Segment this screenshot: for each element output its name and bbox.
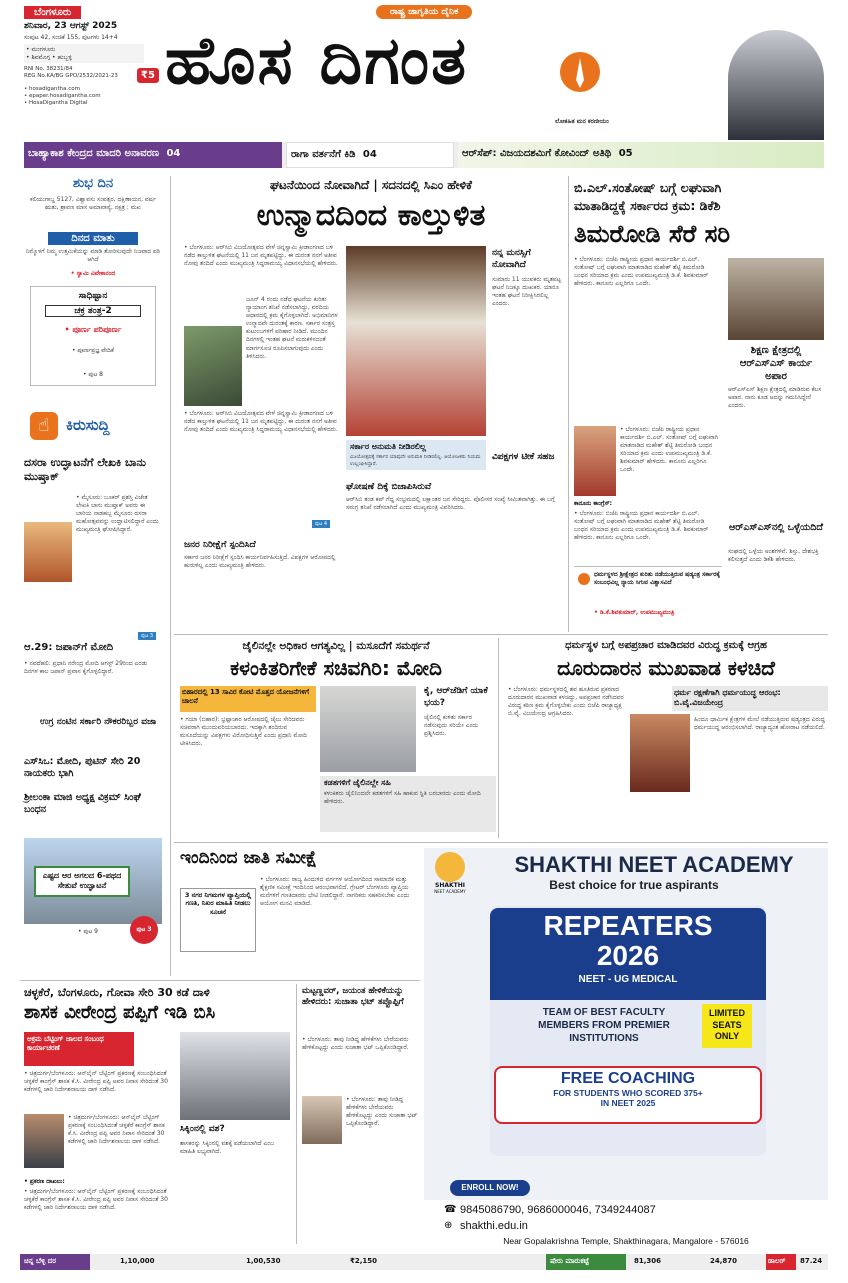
ticker-text-3: ಆರ್‌ಸೆಪ್: ವಿಜಯದಶಮಿಗೆ ಕೋವಿಂದ್ ಅತಿಥಿ [462,148,612,159]
ghoshane-headline: ಘೋಷಣೆ ದಿಕ್ಕೆ ಬಿಜಾಪಿಸಿರುವೆ [346,482,432,492]
modi-cap-headline: ಕಡತಗಳಿಗೆ ಜೈಲಿನಲ್ಲೇ ಸಹಿ [324,778,391,787]
left-column [20,176,166,976]
flame-icon [560,50,600,95]
sikkim-body: ಶಾಸಕರನ್ನು ಸಿಕ್ಕಿಂನಲ್ಲಿ ವಶಕ್ಕೆ ಪಡೆಯಲಾಗಿದೆ ಎಂಬ ಮಾಹಿತಿ ಲಭ್ಯವಾಗಿದೆ. [180,1140,275,1156]
main-headline: ಉನ್ಮಾದದಿಂದ ಕಾಲ್ತುಳಿತ [256,198,486,233]
footer-value-3: ₹2,150 [350,1257,378,1265]
bridge-ref: • ಪುಟ 9 [78,928,98,935]
right-headline-1: ಬಿ.ಎಲ್.ಸಂತೋಷ್ ಬಗ್ಗೆ ಲಘುವಾಗಿ [574,180,722,195]
newspaper-title: ಹೊಸ ದಿಗಂತ [165,22,469,99]
footer-bar [20,1254,828,1270]
divider-row-2 [174,634,828,635]
ed-headline-2: ಶಾಸಕ ವೀರೇಂದ್ರ ಪಪ್ಪಿಗೆ ಇಡಿ ಬಿಸಿ [24,1002,216,1023]
ugra-headline: ಉಗ್ರ ನಂಟಿನ ಸರ್ಕಾರಿ ನೌಕರರಿಬ್ಬರ ವಜಾ [40,717,157,727]
promo-author: • ಡಿ.ಕೆ.ಶಿವಕುಮಾರ್, ಉಪಮುಖ್ಯಮಂತ್ರಿ [594,609,675,616]
footer-value-2: 1,00,530 [246,1257,281,1265]
price-badge: ₹5 [137,68,159,83]
footer-value-1: 1,10,000 [120,1257,155,1265]
divider-row-4 [20,980,420,981]
ad-repeaters [490,908,766,1000]
lanka-headline: ಶ್ರೀಲಂಕಾ ಮಾಜಿ ಅಧ್ಯಕ್ಷ ವಿಕ್ರಮ್ ಸಿಂಘೆ ಬಂಧನ [24,792,141,816]
modi-box: ಬಿಹಾರದಲ್ಲಿ 13 ಸಾವಿರ ಕೋಟಿ ಮೊತ್ತದ ಯೋಜನೆಗಳಿಗೆ ಚಾಲನೆ [180,686,316,712]
ghoshane-box [346,476,562,626]
web-line-3: • HosaDigantha Digital [24,99,88,106]
pappi-photo [24,1114,64,1168]
modi-body: • ಗಯಾ (ಬಿಹಾರ): ಭ್ರಷ್ಟಾಚಾರ ಆರೋಪದಲ್ಲಿ ಜೈಲು ಸೇರಿದವರು ಸಚಿವರಾಗಿ ಮುಂದುವರಿಯಬಾರದು. ಇದಕ್ಕಾಗಿ ತಂದಿರುವ ಮಸೂದೆಯನ್ನು ವಿಪಕ್ಷಗಳು ವಿರೋಧಿಸುತ್ತಿವೆ ಎಂದು ಪ್ರಧಾನಿ ಮೋದಿ ಟೀಕಿಸಿದರು. [180,716,307,748]
kanu-label: ಕಾನೂನು ಕಾಂಗ್ರೆಸ್: [574,500,613,507]
main-story [176,176,566,632]
right-body-3: • ಬೆಂಗಳೂರು: ಬಿಜೆಪಿ ರಾಷ್ಟ್ರೀಯ ಪ್ರಧಾನ ಕಾರ್ಯದರ್ಶಿ ಬಿ.ಎಲ್. ಸಂತೋಷ್ ಬಗ್ಗೆ ಲಘುವಾಗಿ ಮಾತನಾಡಿದ ಮಹೇಶ್ ಶೆಟ್ಟಿ ತಿಮರೋಡಿ ಬಂಧನ ಸರಿಯಾದ ಕ್ರಮ ಎಂದು ಉಪಮುಖ್ಯಮಂತ್ರಿ ಡಿ.ಕೆ. ಶಿವಕುಮಾರ್ ಹೇಳಿದರು. ಕಾನೂನು ಎಲ್ಲರಿಗೂ ಒಂದೇ. [574,510,709,542]
ed-sub-label: • ಪ್ರಕರಣ ದಾಖಲು: [24,1178,65,1185]
ticker-text-2: ರಾಗಾ ವರ್ತನೆಗೆ ಕಿಡಿ [291,149,356,160]
shiksha-headline: ಶಿಕ್ಷಣ ಕ್ಷೇತ್ರದಲ್ಲಿ ಆರ್‌ಎಸ್‌ಎಸ್ ಕಾರ್ಯ ಅಪಾರ [739,345,813,382]
ed-body: • ಚಿತ್ರದುರ್ಗ/ಬೆಂಗಳೂರು: ಆನ್‌ಲೈನ್ ಬೆಟ್ಟಿಂಗ್ ಪ್ರಕರಣಕ್ಕೆ ಸಂಬಂಧಿಸಿದಂತೆ ಚಳ್ಳಕೆರೆ ಕಾಂಗ್ರೆಸ್ ಶಾಸಕ ಕೆ.ಸಿ. ವೀರೇಂದ್ರ ಪಪ್ಪಿ ಅವರ ನಿವಾಸ ಸೇರಿದಂತೆ 30 ಕಡೆಗಳಲ್ಲಿ ಜಾರಿ ನಿರ್ದೇಶನಾಲಯ ದಾಳಿ ನಡೆಸಿದೆ. [24,1070,168,1094]
ed-body-3: • ಚಿತ್ರದುರ್ಗ/ಬೆಂಗಳೂರು: ಆನ್‌ಲೈನ್ ಬೆಟ್ಟಿಂಗ್ ಪ್ರಕರಣಕ್ಕೆ ಸಂಬಂಧಿಸಿದಂತೆ ಚಳ್ಳಕೆರೆ ಕಾಂಗ್ರೆಸ್ ಶಾಸಕ ಕೆ.ಸಿ. ವೀರೇಂದ್ರ ಪಪ್ಪಿ ಅವರ ನಿವಾಸ ಸೇರಿದಂತೆ 30 ಕಡೆಗಳಲ್ಲಿ ಜಾರಿ ನಿರ್ದೇಶನಾಲಯ ದಾಳಿ ನಡೆಸಿದೆ. [24,1188,168,1212]
quote-text: ನಿಮ್ಮೊಳಗೆ ನಿಮ್ಮ ಉತ್ತಮಿಕೆಯನ್ನು ಮಾಡಿ ತೋರಿಸುವುದೇ ನಿಜವಾದ ಪಠಿ ಆಗಿದೆ [25,248,161,264]
phone-icon: ☎ [444,1204,457,1215]
right-story [574,176,828,632]
ad-neet: NEET - UG MEDICAL [578,974,678,985]
poorna-label: • ಪೂರ್ಣ ಪರಿಪೂರ್ಣ [64,325,122,334]
finger-icon: ☝ [30,412,58,440]
ad-phone[interactable]: 9845086790, 9686000046, 7349244087 [460,1204,656,1216]
dasara-body: • ಮೈಸೂರು: ಬೂಕರ್ ಪ್ರಶಸ್ತಿ ವಿಜೇತ ಲೇಖಕಿ ಬಾನು ಮುಷ್ತಾಕ್ ಅವರು ಈ ಬಾರಿಯ ನಾಡಹಬ್ಬ ಮೈಸೂರು ದಸರಾ ಮಹೋತ್ಸವವನ್ನು ಉದ್ಘಾಟಿಸಲಿದ್ದಾರೆ ಎಂದು ಮುಖ್ಯಮಂತ್ರಿ ಘೋಷಿಸಿದ್ದಾರೆ. [76,494,159,534]
dharma-headline: ದೂರುದಾರನ ಮುಖವಾಡ ಕಳಚಿದೆ [557,656,775,680]
ad-logo [428,852,472,902]
footer-value-6: 87.24 [800,1257,823,1265]
sub-headline: ಜನರ ನಿರೀಕ್ಷೆಗೆ ಸ್ಪಂದಿಸಿದೆ [184,540,256,550]
main-more[interactable]: ಪುಟ 4 [312,520,330,528]
right-headline-2: ಮಾತಾಡಿದ್ದಕ್ಕೆ ಸರ್ಕಾರದ ಕ್ರಮ: ಡಿಕೆಶಿ [574,198,721,213]
main-body-3: • ಬೆಂಗಳೂರು: ಆರ್‌ಸಿಬಿ ವಿಜಯೋತ್ಸವದ ವೇಳೆ ಚಿನ್ನಸ್ವಾಮಿ ಕ್ರೀಡಾಂಗಣದ ಬಳಿ ನಡೆದ ಕಾಲ್ತುಳಿತ ಘಟನೆಯಲ್ಲಿ 11 ಜನ ಮೃತಪಟ್ಟಿದ್ದು, ಈ ದುರಂತ ನನಗೆ ಅತೀವ ನೋವು ತಂದಿದೆ ಎಂದು ಮುಖ್ಯಮಂತ್ರಿ ಸಿದ್ದರಾಮಯ್ಯ ವಿಧಾನಸಭೆಯಲ್ಲಿ ಹೇಳಿದರು. [184,410,338,434]
divider-left [170,176,171,976]
chakra-page-ref: • ಪುಟ 8 [83,371,103,378]
globe-icon: ⊕ [444,1220,453,1231]
modi-kicker: ಜೈಲಿನಲ್ಲೇ ಅಧಿಕಾರ ಆಗತ್ಯವಿಲ್ಲ | ಮಸೂದೆಗೆ ಸಮರ್ಥನೆ [242,640,430,652]
ticker-item-1[interactable] [24,142,282,168]
main-kicker: ಘಟನೆಯಿಂದ ನೋವಾಗಿದೆ | ಸದನದಲ್ಲಿ ಸಿಎಂ ಹೇಳಿಕೆ [270,178,472,192]
dinada-maatu-title: ದಿನದ ಮಾತು [48,232,138,245]
main-body-1: • ಬೆಂಗಳೂರು: ಆರ್‌ಸಿಬಿ ವಿಜಯೋತ್ಸವದ ವೇಳೆ ಚಿನ್ನಸ್ವಾಮಿ ಕ್ರೀಡಾಂಗಣದ ಬಳಿ ನಡೆದ ಕಾಲ್ತುಳಿತ ಘಟನೆಯಲ್ಲಿ 11 ಜನ ಮೃತಪಟ್ಟಿದ್ದು, ಈ ದುರಂತ ನನಗೆ ಅತೀವ ನೋವು ತಂದಿದೆ ಎಂದು ಮುಖ್ಯಮಂತ್ರಿ ಸಿದ್ದರಾಮಯ್ಯ ವಿಧಾನಸಭೆಯಲ್ಲಿ ಹೇಳಿದರು. [184,244,338,268]
side1-body: ಸುಮಾರು 11 ಯುವಕರು ಮೃತಪಟ್ಟ ಘಟನೆ ನಿಜಕ್ಕೂ ದುಃಖಕರ. ಯಾರೂ ಇಂತಹ ಘಟನೆ ನಿರೀಕ್ಷಿಸಿರಲಿಲ್ಲ ಎಂದರು. [492,276,562,308]
city-label: ಬೆಂಗಳೂರು [24,6,81,19]
guest-portrait [728,30,824,140]
footer-label-2: ಷೇರು ಮಾರುಕಟ್ಟೆ [546,1254,626,1270]
ad-web[interactable]: shakthi.edu.in [460,1220,528,1232]
dharma-kicker: ಧರ್ಮಸ್ಥಳ ಬಗ್ಗೆ ಅಪಪ್ರಚಾರ ಮಾಡಿದವರ ವಿರುದ್ಧ ಕ್ರಮಕ್ಕೆ ಆಗ್ರಹ [565,640,767,651]
ed-headline-1: ಚಳ್ಳಕೆರೆ, ಬೆಂಗಳೂರು, ಗೋವಾ ಸೇರಿ 30 ಕಡೆ ದಾಳಿ [24,986,210,999]
cm-speech-photo [346,246,486,436]
footer-label-3: ಡಾಲರ್ [766,1254,796,1270]
shubha-dina-title: ಶುಭ ದಿನ [72,176,114,191]
sikkim-headline: ಸಿಕ್ಕಿಂನಲ್ಲಿ ವಶ? [180,1124,225,1134]
web-line-2: • epaper.hosadigantha.com [24,92,101,99]
ad-address: Near Gopalakrishna Temple, Shakthinagara, Mangalore - 576016 [503,1236,749,1246]
side1-headline: ನನ್ನ ಮನಸ್ಸಿಗೆ ನೋವಾಗಿದೆ [492,248,531,270]
ticker-bar [24,142,824,168]
tagline-top: ರಾಷ್ಟ್ರ ಜಾಗೃತಿಯ ದೈನಿಕ [376,5,472,19]
ticker-item-2[interactable] [286,142,454,168]
shakthi-ad[interactable] [424,848,828,1248]
ad-limited: LIMITED SEATS ONLY [702,1004,752,1048]
jati-body: • ಬೆಂಗಳೂರು: ರಾಜ್ಯ ಹಿಂದುಳಿದ ವರ್ಗಗಳ ಆಯೋಗದಿಂದ ಸಾಮಾಜಿಕ ಮತ್ತು ಶೈಕ್ಷಣಿಕ ಸಮೀಕ್ಷೆ ಇಂದಿನಿಂದ ಆರಂಭವಾಗಲಿದೆ. ಗ್ರೇಟರ್ ಬೆಂಗಳೂರು ವ್ಯಾಪ್ತಿಯ ಮನೆಗಳಿಗೆ ಗಣತಿದಾರರು ಭೇಟಿ ನೀಡಲಿದ್ದಾರೆ. ನಾಗರಿಕರು ಸಹಕರಿಸಬೇಕು ಎಂದು ಆಯೋಗ ಮನವಿ ಮಾಡಿದೆ. [260,876,410,908]
timarodi-photo [574,426,616,496]
heart-icon [578,573,590,585]
japan-headline: ಆ.29: ಜಪಾನ್‌ಗೆ ಮೋದಿ [24,642,114,653]
edition-list [24,44,144,63]
sub-body: ಸರ್ಕಾರ ಜನರ ನಿರೀಕ್ಷೆಗೆ ಸ್ಪಂದಿಸಿ ಕಾರ್ಯನಿರ್ವಹಿಸುತ್ತಿದೆ. ವಿಪಕ್ಷಗಳ ಆರೋಪದಲ್ಲಿ ಹುರುಳಿಲ್ಲ ಎಂದು ಮುಖ್ಯಮಂತ್ರಿ ಹೇಳಿದರು. [184,554,336,570]
modi-cap-box [320,776,496,832]
reg-line-1: RNI No. 38231/84 [24,66,73,72]
web-line-1: • hosadigantha.com [24,86,80,92]
sujatha-photo [302,1096,342,1144]
divider-mid [568,176,569,632]
footer-value-5: 24,870 [710,1257,738,1265]
ad-brand: SHAKTHI NEET ACADEMY [514,852,794,877]
raid-photo [180,1032,290,1120]
ad-sub: Best choice for true aspirants [549,878,719,892]
cap1-headline: ಸರ್ಕಾರ ಅನುಮತಿ ನೀಡಿರಲಿಲ್ಲ [350,442,426,451]
ad-repeaters-text: REPEATERS [543,910,713,941]
divider-mid-2 [498,638,499,838]
modi-photo [320,686,416,772]
promo-text: ಧರ್ಮಸ್ಥಳದ ಶ್ರೀಕ್ಷೇತ್ರದ ಕುರಿತು ನಡೆಯುತ್ತಿರುವ ಷಡ್ಯಂತ್ರ ಸರ್ಕಾರಕ್ಕೆ ಸಂಬಂಧವಿಲ್ಲ ನ್ಯಾಯ ಸಿಗುವ ವಿಶ್ವಾಸವಿದೆ [594,571,720,587]
cap1-box [346,440,486,470]
jati-story [176,846,416,976]
ed-story [20,984,420,1252]
ticker-item-3[interactable] [458,142,824,168]
date-label: ಶನಿವಾರ, 23 ಆಗಸ್ಟ್ 2025 [24,21,118,31]
poorna-sub: • ಪೂರ್ಣಪ್ರಜ್ಞ ವೇದಿಕೆ [72,347,114,354]
dasara-more[interactable]: ಪುಟ 3 [138,632,156,640]
dharma-body: • ಬೆಂಗಳೂರು: ಧರ್ಮಸ್ಥಳದಲ್ಲಿ ಶವ ಹೂತಿರುವ ಪ್ರಕರಣದ ದೂರುದಾರನ ಮುಖವಾಡ ಕಳಚಿದ್ದು, ಅಪಪ್ರಚಾರ ನಡೆಸಿದವರ ವಿರುದ್ಧ ಕಠಿಣ ಕ್ರಮ ಕೈಗೊಳ್ಳಬೇಕು ಎಂದು ಬಿಜೆಪಿ ರಾಜ್ಯಾಧ್ಯಕ್ಷ ಬಿ.ವೈ. ವಿಜಯೇಂದ್ರ ಆಗ್ರಹಿಸಿದರು. [508,686,624,718]
masthead [0,0,848,140]
bridge-caption: ಎಷ್ಟದ ಆರ ಅಗಲದ 6-ಪಥದ ಸೇತುವೆ ಉದ್ಘಾಟನೆ [34,866,130,897]
panchanga-text: ಕಲಿಯುಗಾಬ್ದ 5127, ವಿಶ್ವಾವಸು ಸಂವತ್ಸರ, ದಕ್ಷಿಣಾಯನ, ವರ್ಷ ಋತು, ಶ್ರಾವಣ ಮಾಸ ಅಮಾವಾಸ್ಯೆ, ನಕ್ಷತ್ರ : ಮಖ [30,196,156,212]
slogan: ಲೋಕಹಿತ ಮನ ಕರಣೀಯಂ [555,118,609,125]
chakra-label: ಚಕ್ರ ತಂತ್ರ-2 [45,305,141,317]
flame-logo [560,50,600,95]
ad-free: FREE COACHING [560,1070,696,1087]
dharma-story [504,638,828,838]
rss-body: ಸಂಘದಲ್ಲಿ ಒಳ್ಳೆಯ ಅಂಶಗಳಿವೆ. ಶಿಸ್ತು, ದೇಶಭಕ್ತಿ ಕಲಿಸುತ್ತದೆ ಎಂದು ಡಿಕೆಶಿ ಹೇಳಿದರು. [728,548,819,564]
ad-logo-text: SHAKTHI [435,882,465,889]
ad-faculty: TEAM OF BEST FACULTY MEMBERS FROM PREMIER INSTITUTIONS [538,1007,670,1044]
sco-headline: ಎಸ್‌ಸಿಒ: ಮೋದಿ, ಪುಟಿನ್ ಸೇರಿ 20 ನಾಯಕರು ಭಾಗಿ [24,756,141,780]
ad-enroll-button[interactable]: ENROLL NOW! [450,1180,530,1196]
ad-free-sub: FOR STUDENTS WHO SCORED 375+ IN NEET 2025 [553,1088,703,1108]
modi-side-body: ಜೈಲಿನಲ್ಲಿ ಕುಳಿತು ಸರ್ಕಾರ ನಡೆಸುವುದು ಸರಿಯೇ ಎಂದು ಪ್ರಶ್ನಿಸಿದರು. [424,714,479,738]
divider-row-3 [174,842,828,843]
dasara-photo [24,522,72,582]
side-body-2: • ಬೆಂಗಳೂರು: ತಾವು ನೀಡಿದ್ದ ಹೇಳಿಕೆಗಳು ಬೇರೆಯವರು ಹೇಳಿಕೊಟ್ಟದ್ದು ಎಂದು ಸುಜಾತಾ ಭಟ್ ಒಪ್ಪಿಕೊಂಡಿದ್ದಾರೆ. [346,1096,418,1128]
modi-headline: ಕಳಂಕಿತರಿಗೇಕೆ ಸಚಿವಗಿರಿ: ಮೋದಿ [230,656,442,680]
ticker-page-3: 05 [618,148,633,159]
dharma-sub-headline: ಧರ್ಮ ರಕ್ಷಣೆಗಾಗಿ ಧರ್ಮಯುದ್ಧ ಆರಂಭ: ಬಿ.ವೈ.ವಿಜಯೇಂದ್ರ [672,686,828,711]
promo-box [574,566,722,622]
sadhikana-label: ಸಾಧಿಷ್ಟಾನ [78,291,108,301]
ticker-text-1: ಬಾಹ್ಯಾಕಾಶ ಕೇಂದ್ರದ ಮಾದರಿ ಅನಾವರಣ [28,148,159,159]
page-badge[interactable]: ಪುಟ 3 [130,916,158,944]
right-headline-3: ತಿಮರೋಡಿ ಸೆರೆ ಸರಿ [574,220,731,248]
kiru-suddi-label: ಕಿರುಸುದ್ದಿ [66,416,110,434]
ticker-page-1: 04 [166,148,181,159]
quote-author: • ಸ್ವಾಮಿ ವಿವೇಕಾನಂದ [70,270,116,277]
volume-info: ಸಂಪುಟ 42, ಸಂಚಿಕೆ 155, ಪುಟಗಳು 14+4 [24,34,118,41]
ad-year: 2026 [596,940,660,971]
dasara-headline: ದಸರಾ ಉದ್ಘಾಟನೆಗೆ ಲೇಖಕಿ ಬಾನು ಮುಷ್ತಾಕ್ [24,456,146,484]
divider-ed [296,984,297,1244]
ad-free-box [494,1066,762,1124]
jati-box: 3 ನಗರ ನಿಗಮಗಳ ವ್ಯಾಪ್ತಿಯಲ್ಲಿ ಗಣತಿ, ನಿಖರ ಮಾಹಿತಿ ನೀಡಲು ಸೂಚನೆ [180,888,256,952]
modi-story [176,638,496,838]
shiksha-body: ಆರ್‌ಎಸ್‌ಎಸ್ ಶಿಕ್ಷಣ ಕ್ಷೇತ್ರದಲ್ಲಿ ಮಾಡಿರುವ ಕೆಲಸ ಅಪಾರ. ನಾನು ಕೂಡ ಅದನ್ನು ಗಮನಿಸಿದ್ದೇನೆ ಎಂದರು. [728,386,822,410]
kiru-suddi-header [20,410,166,442]
japan-body: • ನವದೆಹಲಿ: ಪ್ರಧಾನಿ ನರೇಂದ್ರ ಮೋದಿ ಆಗಸ್ಟ್ 29ರಿಂದ ಎರಡು ದಿನಗಳ ಕಾಲ ಜಪಾನ್ ಪ್ರವಾಸ ಕೈಗೊಳ್ಳಲಿದ್ದಾರೆ. [24,660,148,676]
side-body: • ಬೆಂಗಳೂರು: ತಾವು ನೀಡಿದ್ದ ಹೇಳಿಕೆಗಳು ಬೇರೆಯವರು ಹೇಳಿಕೊಟ್ಟದ್ದು ಎಂದು ಸುಜಾತಾ ಭಟ್ ಒಪ್ಪಿಕೊಂಡಿದ್ದಾರೆ. [302,1036,409,1052]
modi-cap-body: ಕಳಂಕಿತರು ಜೈಲಿನಿಂದಲೇ ಕಡತಗಳಿಗೆ ಸಹಿ ಹಾಕುವ ಸ್ಥಿತಿ ಬರಬಾರದು ಎಂದು ಮೋದಿ ಹೇಳಿದರು. [324,790,481,806]
right-body: • ಬೆಂಗಳೂರು: ಬಿಜೆಪಿ ರಾಷ್ಟ್ರೀಯ ಪ್ರಧಾನ ಕಾರ್ಯದರ್ಶಿ ಬಿ.ಎಲ್. ಸಂತೋಷ್ ಬಗ್ಗೆ ಲಘುವಾಗಿ ಮಾತನಾಡಿದ ಮಹೇಶ್ ಶೆಟ್ಟಿ ತಿಮರೋಡಿ ಬಂಧನ ಸರಿಯಾದ ಕ್ರಮ ಎಂದು ಉಪಮುಖ್ಯಮಂತ್ರಿ ಡಿ.ಕೆ. ಶಿವಕುಮಾರ್ ಹೇಳಿದರು. ಕಾನೂನು ಎಲ್ಲರಿಗೂ ಒಂದೇ. [574,256,709,288]
vijayendra-photo [630,714,690,792]
reg-line-2: REG No.KA/BG GPO/2532/2021-23 [24,72,118,79]
web-info [24,86,101,107]
modi-side-headline: ಕೈ, ಆರ್‌ಜೆಡಿಗೆ ಯಾಕೆ ಭಯ? [424,686,488,708]
right-body-2: • ಬೆಂಗಳೂರು: ಬಿಜೆಪಿ ರಾಷ್ಟ್ರೀಯ ಪ್ರಧಾನ ಕಾರ್ಯದರ್ಶಿ ಬಿ.ಎಲ್. ಸಂತೋಷ್ ಬಗ್ಗೆ ಲಘುವಾಗಿ ಮಾತನಾಡಿದ ಮಹೇಶ್ ಶೆಟ್ಟಿ ತಿಮರೋಡಿ ಬಂಧನ ಸರಿಯಾದ ಕ್ರಮ ಎಂದು ಉಪಮುಖ್ಯಮಂತ್ರಿ ಡಿ.ಕೆ. ಶಿವಕುಮಾರ್ ಹೇಳಿದರು. ಕಾನೂನು ಎಲ್ಲರಿಗೂ ಒಂದೇ. [620,426,719,474]
dharma-sub-body: ಹಿಂದೂ ಧಾರ್ಮಿಕ ಕ್ಷೇತ್ರಗಳ ಮೇಲೆ ನಡೆಯುತ್ತಿರುವ ಷಡ್ಯಂತ್ರದ ವಿರುದ್ಧ ಧರ್ಮಯುದ್ಧ ಆರಂಭಿಸಲಾಗಿದೆ. ರಾಜ್ಯಾದ್ಯಂತ ಹೋರಾಟ ನಡೆಯಲಿದೆ. [694,716,825,732]
side-headline: ಮಟ್ಟಣ್ಣವರ್, ಜಯಂತ ಹೇಳಿಕೆಯನ್ನು ಹೇಳಿದರು: ಸುಜಾತಾ ಭಟ್ ತಪ್ಪೊಪ್ಪಿಗೆ [302,986,404,1008]
reg-info [24,66,118,80]
edition-1: • ಮಂಗಳೂರು [26,46,56,53]
ad-logo-icon [435,852,465,882]
ad-logo-sub: NEET ACADEMY [434,889,466,894]
dks-photo [728,258,824,340]
chakra-box [30,286,156,386]
vipaksha-headline: ವಿಪಕ್ಷಗಳ ಟೀಕೆ ಸಹಜ [492,452,555,462]
cap1-body: ವಿಜಯೋತ್ಸವಕ್ಕೆ ಸರ್ಕಾರ ಯಾವುದೇ ಅನುಮತಿ ನೀಡಿರಲಿಲ್ಲ. ಆಯೋಜಕರು ನಿಯಮ ಉಲ್ಲಂಘಿಸಿದ್ದಾರೆ. [350,454,481,467]
footer-label-1: ಚಿನ್ನ ಬೆಳ್ಳಿ ದರ [20,1254,90,1270]
ad-contact [424,1200,828,1248]
rss-headline: ಆರ್‌ಎಸ್‌ಎಸ್‌ನಲ್ಲಿ ಒಳ್ಳೆಯದಿದೆ [729,522,823,533]
jati-headline: ಇಂದಿನಿಂದ ಜಾತಿ ಸಮೀಕ್ಷೆ [180,848,317,868]
main-body-2: ಜೂನ್ 4 ರಂದು ನಡೆದ ಘಟನೆಯ ಕುರಿತು ನ್ಯಾಯಾಂಗ ತನಿಖೆ ನಡೆಸಲಾಗಿದ್ದು, ವರದಿಯ ಆಧಾರದಲ್ಲಿ ಕ್ರಮ ಕೈಗೊಳ್ಳಲಾಗಿದೆ. ಅಭಿಮಾನಿಗಳ ಉನ್ಮಾದವೇ ದುರಂತಕ್ಕೆ ಕಾರಣ. ಸರ್ಕಾರ ಸಂತ್ರಸ್ತ ಕುಟುಂಬಗಳಿಗೆ ಪರಿಹಾರ ನೀಡಿದೆ. ಮುಂದಿನ ದಿನಗಳಲ್ಲಿ ಇಂತಹ ಘಟನೆ ಮರುಕಳಿಸದಂತೆ ಮಾರ್ಗಸೂಚಿ ರೂಪಿಸಲಾಗುವುದು ಎಂದು ತಿಳಿಸಿದರು. [246,296,338,360]
crowd-photo [184,326,242,406]
ed-box: ಅಕ್ರಮ ಬೆಟ್ಟಿಂಗ್ ಜಾಲದ ಸಂಬಂಧ ಕಾರ್ಯಾಚರಣೆ [24,1032,134,1066]
ticker-page-2: 04 [362,149,377,160]
edition-2: • ಶಿವಮೊಗ್ಗ • ಹುಬ್ಬಳ್ಳಿ [26,53,72,61]
ghoshane-body: ಆರ್‌ಸಿಬಿ ತಂಡ ಕಪ್ ಗೆದ್ದ ಸಂಭ್ರಮದಲ್ಲಿ ಲಕ್ಷಾಂತರ ಜನ ಸೇರಿದ್ದರು. ಪೊಲೀಸರ ಸಂಖ್ಯೆ ಸೀಮಿತವಾಗಿತ್ತು. ಈ ಬಗ್ಗೆ ಸಮಗ್ರ ತನಿಖೆ ನಡೆಸಲಾಗಿದೆ ಎಂದು ಮುಖ್ಯಮಂತ್ರಿ ವಿವರಿಸಿದರು. [346,496,555,512]
footer-value-4: 81,306 [634,1257,662,1265]
ed-body-2: • ಚಿತ್ರದುರ್ಗ/ಬೆಂಗಳೂರು: ಆನ್‌ಲೈನ್ ಬೆಟ್ಟಿಂಗ್ ಪ್ರಕರಣಕ್ಕೆ ಸಂಬಂಧಿಸಿದಂತೆ ಚಳ್ಳಕೆರೆ ಕಾಂಗ್ರೆಸ್ ಶಾಸಕ ಕೆ.ಸಿ. ವೀರೇಂದ್ರ ಪಪ್ಪಿ ಅವರ ನಿವಾಸ ಸೇರಿದಂತೆ 30 ಕಡೆಗಳಲ್ಲಿ ಜಾರಿ ನಿರ್ದೇಶನಾಲಯ ದಾಳಿ ನಡೆಸಿದೆ. [68,1114,165,1146]
